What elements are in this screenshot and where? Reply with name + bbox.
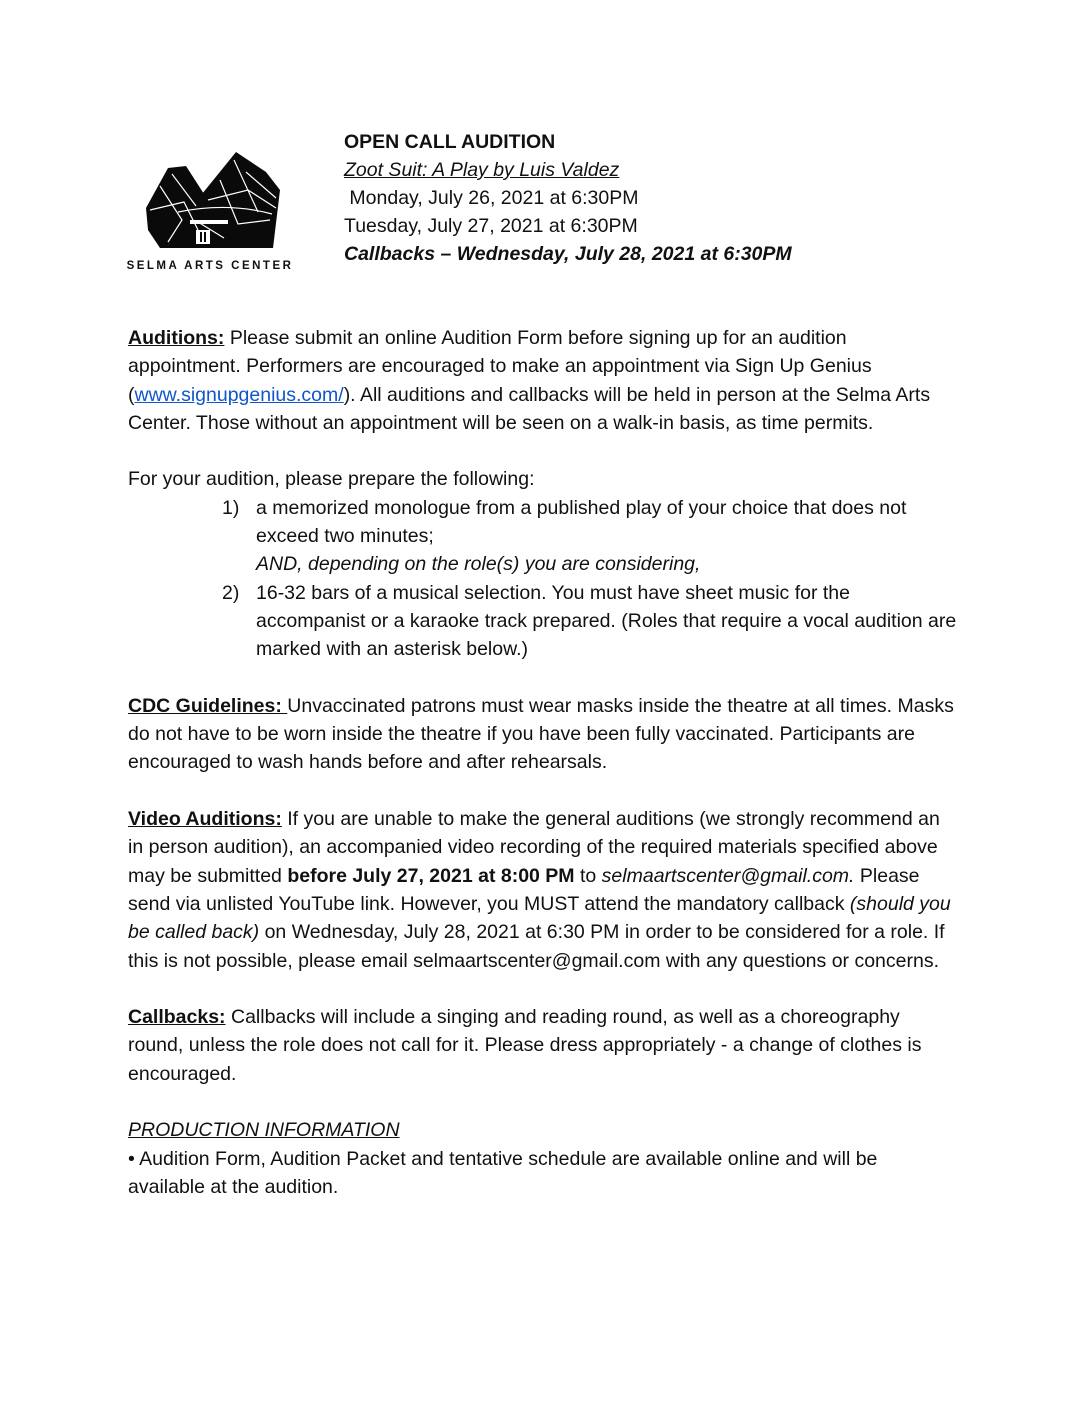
theater-building-icon [138,150,283,250]
video-email: selmaartscenter@gmail.com. [601,864,855,887]
logo-text: SELMA ARTS CENTER [126,260,294,272]
cdc-paragraph [128,692,958,777]
auditions-label: Auditions: [128,327,225,349]
auditions-text-2: ). All auditions and callbacks will be held in person at the Selma Arts Center. Those without an appointment will be seen on a walk-in basis, as time permits. [128,383,931,434]
callbacks-paragraph [128,1003,958,1088]
video-text-2: to [574,864,602,887]
video-deadline: before July 27, 2021 at 8:00 PM [287,864,575,887]
callbacks-date: Callbacks – Wednesday, July 28, 2021 at 6:30PM [344,243,792,265]
prepare-list [128,494,958,664]
prepare-intro: For your audition, please prepare the following: [128,468,535,491]
callbacks-label: Callbacks: [128,1006,226,1029]
video-text-1: If you are unable to make the general auditions (we strongly recommend an in person audition), an accompanied video recording of the required materials specified above may be submitted [128,808,940,887]
list-item-text: 16-32 bars of a musical selection. You must have sheet music for the accompanist or a karaoke track prepared. (Roles that require a vocal audition are marked with an asterisk below.) [256,581,957,661]
auditions-paragraph [128,324,958,437]
list-item-text: a memorized monologue from a published play of your choice that does not exceed two minutes; [256,496,907,548]
list-number: 1) [222,496,240,519]
selma-arts-center-logo [120,150,300,280]
callbacks-text: Callbacks will include a singing and reading round, as well as a choreography round, unless the role does not call for it. Please dress appropriately - a change of clothes is encouraged. [128,1006,922,1085]
cdc-label: CDC Guidelines: [128,694,288,717]
video-text-4: on Wednesday, July 28, 2021 at 6:30 PM in order to be considered for a role. If this is not possible, please email selmaartscenter@gmail.com with any questions or concerns. [128,921,945,972]
list-number: 2) [222,581,240,604]
list-item [128,494,958,579]
audition-date-monday: Monday, July 26, 2021 at 6:30PM [344,187,639,209]
auditions-text-1: Please submit an online Audition Form before signing up for an audition appointment. Performers are encouraged to make an appointment via Sign Up Genius ( [128,327,872,406]
video-text-3: Please send via unlisted YouTube link. However, you MUST attend the mandatory callback [128,864,920,915]
document-body [128,324,958,1201]
audition-date-tuesday: Tuesday, July 27, 2021 at 6:30PM [344,215,638,237]
video-callback-note: (should you be called back) [128,892,951,944]
list-item-note: AND, depending on the role(s) you are considering, [256,553,701,576]
signupgenius-link[interactable]: www.signupgenius.com/ [134,383,344,406]
play-title: Zoot Suit: A Play by Luis Valdez [344,159,620,181]
page-title: OPEN CALL AUDITION [344,131,556,153]
production-bullet: • Audition Form, Audition Packet and tentative schedule are available online and will be available at the audition. [128,1147,878,1198]
list-item [128,579,958,664]
video-label: Video Auditions: [128,808,282,831]
cdc-text: Unvaccinated patrons must wear masks inside the theatre at all times. Masks do not have to be worn inside the theatre if you have been fully vaccinated. Participants are encouraged to wash hands before and after rehearsals. [128,694,954,774]
video-paragraph [128,805,958,975]
audition-header [344,128,792,268]
production-heading: PRODUCTION INFORMATION [128,1119,400,1142]
